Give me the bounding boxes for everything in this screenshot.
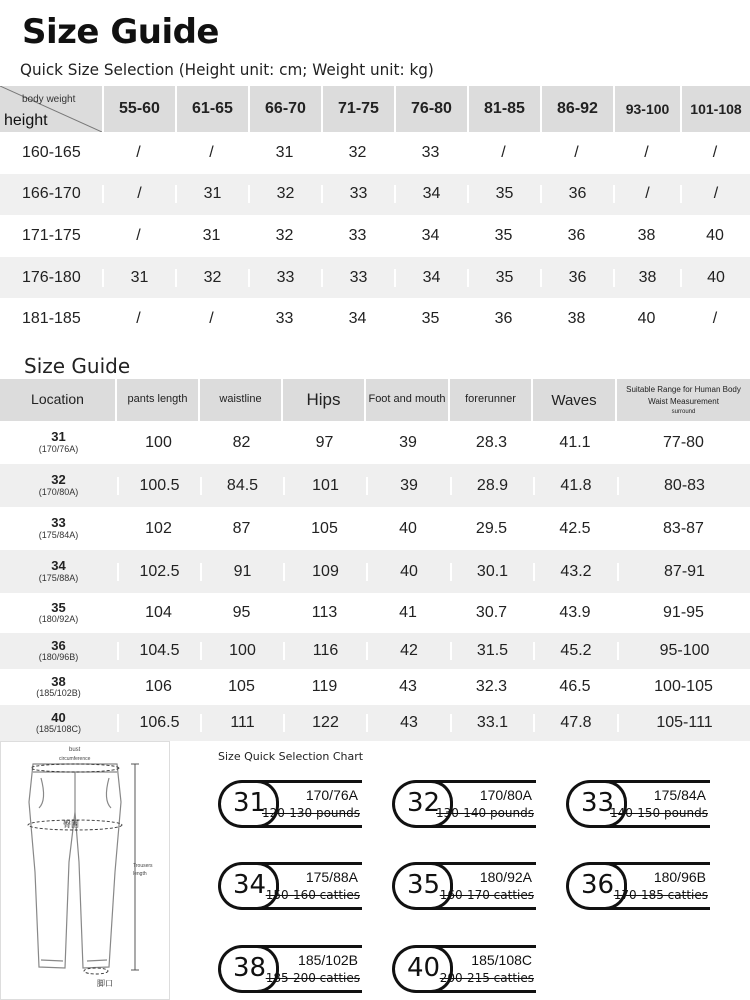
measure-cell: 95-100 <box>617 642 750 660</box>
size-cell: 36 <box>494 310 513 328</box>
badge-size: 34 <box>233 870 267 900</box>
corner-weight-label: body weight <box>22 94 76 105</box>
quick-table-row <box>0 215 750 257</box>
weight-header: 76-80 <box>394 86 467 132</box>
size-badge <box>566 780 710 828</box>
measure-cell: 109 <box>283 563 366 581</box>
measure-cell: 39 <box>366 477 450 495</box>
size-location <box>0 601 117 625</box>
size-badge <box>218 780 362 828</box>
page-title: Size Guide <box>22 12 219 52</box>
measure-cell: 31.5 <box>450 642 533 660</box>
height-range: 181-185 <box>22 310 81 328</box>
height-range: 166-170 <box>22 185 81 203</box>
hip-label: 臀围 <box>63 820 79 829</box>
size-cell: 35 <box>494 226 513 244</box>
quick-table-row <box>0 174 750 216</box>
size-number: 31 <box>51 429 66 445</box>
badge-weight: 130-140 pounds <box>436 806 534 820</box>
measure-cell: 84.5 <box>200 477 283 495</box>
measure-cell: 105 <box>228 678 255 695</box>
measure-cell: 97 <box>315 433 334 451</box>
page-subtitle: Quick Size Selection (Height unit: cm; Weight unit: kg) <box>20 60 434 79</box>
size-spec: (180/96B) <box>38 652 79 663</box>
badge-divider <box>257 780 279 828</box>
waist-range-sub: surround <box>671 408 696 415</box>
size-cell: / <box>209 310 214 328</box>
height-range: 160-165 <box>22 143 81 161</box>
size-location <box>0 559 117 583</box>
size-measure-table <box>0 379 750 741</box>
size-spec: (170/76A) <box>38 443 79 454</box>
size-cell: 36 <box>567 226 586 244</box>
measure-cell: 95 <box>232 604 251 621</box>
size-cell: / <box>712 310 718 328</box>
badge-weight: 200-215 catties <box>439 971 534 985</box>
size-cell: / <box>102 185 175 203</box>
quick-table-header <box>0 86 750 132</box>
quick-table-row <box>0 298 750 340</box>
badge-code: 185/108C <box>471 952 532 968</box>
size-spec: (185/108C) <box>35 724 82 735</box>
size-cell: / <box>574 143 579 161</box>
size-cell: 35 <box>467 185 540 203</box>
measure-cell: 43 <box>366 714 450 732</box>
badge-code: 170/76A <box>305 787 358 803</box>
measure-cell: 43.9 <box>559 604 591 621</box>
header-waves: Waves <box>533 379 617 421</box>
size-location <box>0 711 117 735</box>
size-table-row <box>0 464 750 507</box>
badge-weight: 170-185 catties <box>613 888 708 902</box>
size-table-row <box>0 633 750 669</box>
size-cell: 35 <box>467 269 540 287</box>
measure-cell: 106 <box>145 678 172 695</box>
measure-cell: 101 <box>283 477 366 495</box>
measure-cell: 100 <box>145 433 172 451</box>
size-table-row <box>0 421 750 464</box>
size-cell: / <box>613 185 680 203</box>
header-waist-range <box>617 379 750 421</box>
measure-cell: 28.9 <box>450 477 533 495</box>
measure-cell: 105-111 <box>617 714 750 732</box>
quick-table-row <box>0 257 750 299</box>
size-cell: 36 <box>540 269 613 287</box>
size-cell: 31 <box>175 185 248 203</box>
header-hips: Hips <box>283 379 366 421</box>
waist-range-label: Suitable Range for Human Body Waist Measurement <box>626 384 741 406</box>
measure-cell: 77-80 <box>663 433 704 451</box>
size-cell: 31 <box>202 226 221 244</box>
badge-size: 38 <box>233 953 267 983</box>
size-cell: / <box>136 143 141 161</box>
size-cell: / <box>680 185 750 203</box>
size-guide-title: Size Guide <box>24 354 131 378</box>
size-cell: / <box>501 143 506 161</box>
measure-cell: 41.1 <box>559 433 591 451</box>
header-forerunner: forerunner <box>450 379 533 421</box>
badge-size: 40 <box>407 953 441 983</box>
badge-size: 33 <box>581 788 615 818</box>
size-cell: 32 <box>348 143 367 161</box>
measure-cell: 104 <box>145 604 172 621</box>
measure-cell: 82 <box>232 433 251 451</box>
measure-cell: 80-83 <box>617 477 750 495</box>
measure-cell: 100.5 <box>117 477 200 495</box>
badge-size: 35 <box>407 870 441 900</box>
size-location <box>0 473 117 497</box>
measure-cell: 47.8 <box>533 714 617 732</box>
badge-divider <box>605 862 627 910</box>
size-cell: 34 <box>421 226 440 244</box>
size-cell: 40 <box>706 226 724 244</box>
corner-height-label: height <box>4 112 48 129</box>
size-cell: 40 <box>637 310 656 328</box>
weight-header: 61-65 <box>175 86 248 132</box>
size-badge <box>566 862 710 910</box>
bust-label: bust <box>69 747 81 753</box>
size-cell: / <box>209 143 214 161</box>
size-number: 40 <box>51 709 66 725</box>
weight-header: 66-70 <box>248 86 321 132</box>
size-badge <box>218 862 362 910</box>
size-cell: 32 <box>248 185 321 203</box>
measure-cell: 30.7 <box>475 604 508 621</box>
size-cell: / <box>644 143 649 161</box>
measure-cell: 45.2 <box>533 642 617 660</box>
badge-divider <box>605 780 627 828</box>
badge-divider <box>431 945 453 993</box>
size-cell: / <box>136 310 141 328</box>
size-badge <box>218 945 362 993</box>
pants-diagram <box>0 741 170 1000</box>
height-range: 176-180 <box>22 268 81 286</box>
weight-header: 55-60 <box>102 86 175 132</box>
measure-cell: 42 <box>366 642 450 660</box>
badge-code: 185/102B <box>298 952 358 968</box>
size-location <box>0 430 117 454</box>
measure-cell: 32.3 <box>475 678 508 695</box>
size-table-row <box>0 705 750 741</box>
measure-cell: 116 <box>283 642 366 660</box>
size-location <box>0 516 117 540</box>
height-range: 171-175 <box>22 226 81 244</box>
measure-cell: 46.5 <box>559 678 591 695</box>
size-cell: 34 <box>394 269 467 287</box>
size-number: 38 <box>51 673 66 689</box>
badge-weight: 160-170 catties <box>439 888 534 902</box>
size-cell: 33 <box>275 310 294 328</box>
size-location <box>0 639 117 663</box>
measure-cell: 105 <box>311 519 338 537</box>
measure-cell: 119 <box>311 678 338 695</box>
badge-code: 175/84A <box>653 787 706 803</box>
size-cell: 34 <box>394 185 467 203</box>
size-cell: 33 <box>248 269 321 287</box>
size-table-row <box>0 550 750 593</box>
badge-divider <box>431 780 453 828</box>
size-cell: 38 <box>637 226 656 244</box>
size-cell: / <box>712 143 718 161</box>
weight-header: 81-85 <box>467 86 540 132</box>
measure-cell: 122 <box>283 714 366 732</box>
badge-code: 180/96B <box>653 869 706 885</box>
quick-size-table <box>0 86 750 340</box>
measure-cell: 43.2 <box>533 563 617 581</box>
weight-header: 71-75 <box>321 86 394 132</box>
badge-divider <box>431 862 453 910</box>
size-table-row <box>0 507 750 550</box>
measure-cell: 28.3 <box>475 433 508 451</box>
header-location: Location <box>0 379 117 421</box>
badge-code: 180/92A <box>479 869 532 885</box>
measure-cell: 41.8 <box>533 477 617 495</box>
measure-cell: 87-91 <box>617 563 750 581</box>
size-number: 36 <box>51 637 66 653</box>
quick-chart-title: Size Quick Selection Chart <box>218 750 364 763</box>
badge-size: 31 <box>233 788 267 818</box>
size-cell: 40 <box>680 269 750 287</box>
measure-cell: 41 <box>399 604 417 621</box>
badge-size: 32 <box>407 788 441 818</box>
measure-cell: 29.5 <box>475 519 508 537</box>
size-table-row <box>0 593 750 633</box>
size-cell: 33 <box>321 185 394 203</box>
badge-code: 175/88A <box>305 869 358 885</box>
header-waistline: waistline <box>200 379 283 421</box>
measure-cell: 83-87 <box>663 519 704 537</box>
size-table-row <box>0 669 750 705</box>
size-cell: 32 <box>175 269 248 287</box>
foot-label: 脚口 <box>97 979 113 988</box>
quick-table-corner <box>0 86 102 132</box>
badge-divider <box>257 945 279 993</box>
length-label: Trousers length <box>133 863 153 877</box>
size-cell: 33 <box>321 269 394 287</box>
measure-cell: 106.5 <box>117 714 200 732</box>
circumference-label: circumference <box>59 756 91 762</box>
size-spec: (175/84A) <box>38 529 79 540</box>
measure-cell: 87 <box>232 519 251 537</box>
size-spec: (175/88A) <box>38 572 79 583</box>
size-badge <box>392 862 536 910</box>
measure-cell: 104.5 <box>117 642 200 660</box>
badge-weight: 120-130 pounds <box>262 806 360 820</box>
badge-weight: 150-160 catties <box>265 888 360 902</box>
measure-cell: 43 <box>399 678 417 695</box>
size-cell: 36 <box>540 185 613 203</box>
size-cell: 35 <box>421 310 440 328</box>
measure-cell: 40 <box>366 563 450 581</box>
badge-divider <box>257 862 279 910</box>
weight-header: 93-100 <box>613 86 680 132</box>
size-cell: 33 <box>421 143 440 161</box>
weight-header: 86-92 <box>540 86 613 132</box>
badge-size: 36 <box>581 870 615 900</box>
size-table-header <box>0 379 750 421</box>
size-cell: 31 <box>102 269 175 287</box>
size-cell: 32 <box>275 226 294 244</box>
measure-cell: 100 <box>200 642 283 660</box>
measure-cell: 111 <box>200 714 283 732</box>
measure-cell: 113 <box>311 604 338 621</box>
measure-cell: 40 <box>399 519 417 537</box>
measure-cell: 33.1 <box>450 714 533 732</box>
size-number: 33 <box>51 515 66 531</box>
size-number: 34 <box>51 558 66 574</box>
size-location <box>0 675 117 699</box>
size-badge <box>392 780 536 828</box>
header-foot-mouth: Foot and mouth <box>366 379 450 421</box>
badge-code: 170/80A <box>479 787 532 803</box>
size-cell: 31 <box>275 143 294 161</box>
size-cell: / <box>136 226 141 244</box>
measure-cell: 30.1 <box>450 563 533 581</box>
header-pants-length: pants length <box>117 379 200 421</box>
badge-weight: 140-150 pounds <box>610 806 708 820</box>
size-spec: (180/92A) <box>38 614 79 625</box>
size-cell: 38 <box>567 310 586 328</box>
size-number: 35 <box>51 599 66 615</box>
size-spec: (185/102B) <box>36 688 81 699</box>
measure-cell: 39 <box>399 433 417 451</box>
size-badge <box>392 945 536 993</box>
size-cell: 33 <box>348 226 367 244</box>
quick-table-row <box>0 132 750 174</box>
measure-cell: 91 <box>200 563 283 581</box>
size-cell: 38 <box>613 269 680 287</box>
badge-weight: 185-200 catties <box>265 971 360 985</box>
measure-cell: 102.5 <box>117 563 200 581</box>
size-cell: 34 <box>348 310 367 328</box>
measure-cell: 91-95 <box>663 604 704 621</box>
size-number: 32 <box>51 472 66 488</box>
measure-cell: 100-105 <box>654 678 713 695</box>
measure-cell: 42.5 <box>559 519 591 537</box>
size-spec: (170/80A) <box>38 486 79 497</box>
weight-header: 101-108 <box>680 86 750 132</box>
measure-cell: 102 <box>145 519 172 537</box>
